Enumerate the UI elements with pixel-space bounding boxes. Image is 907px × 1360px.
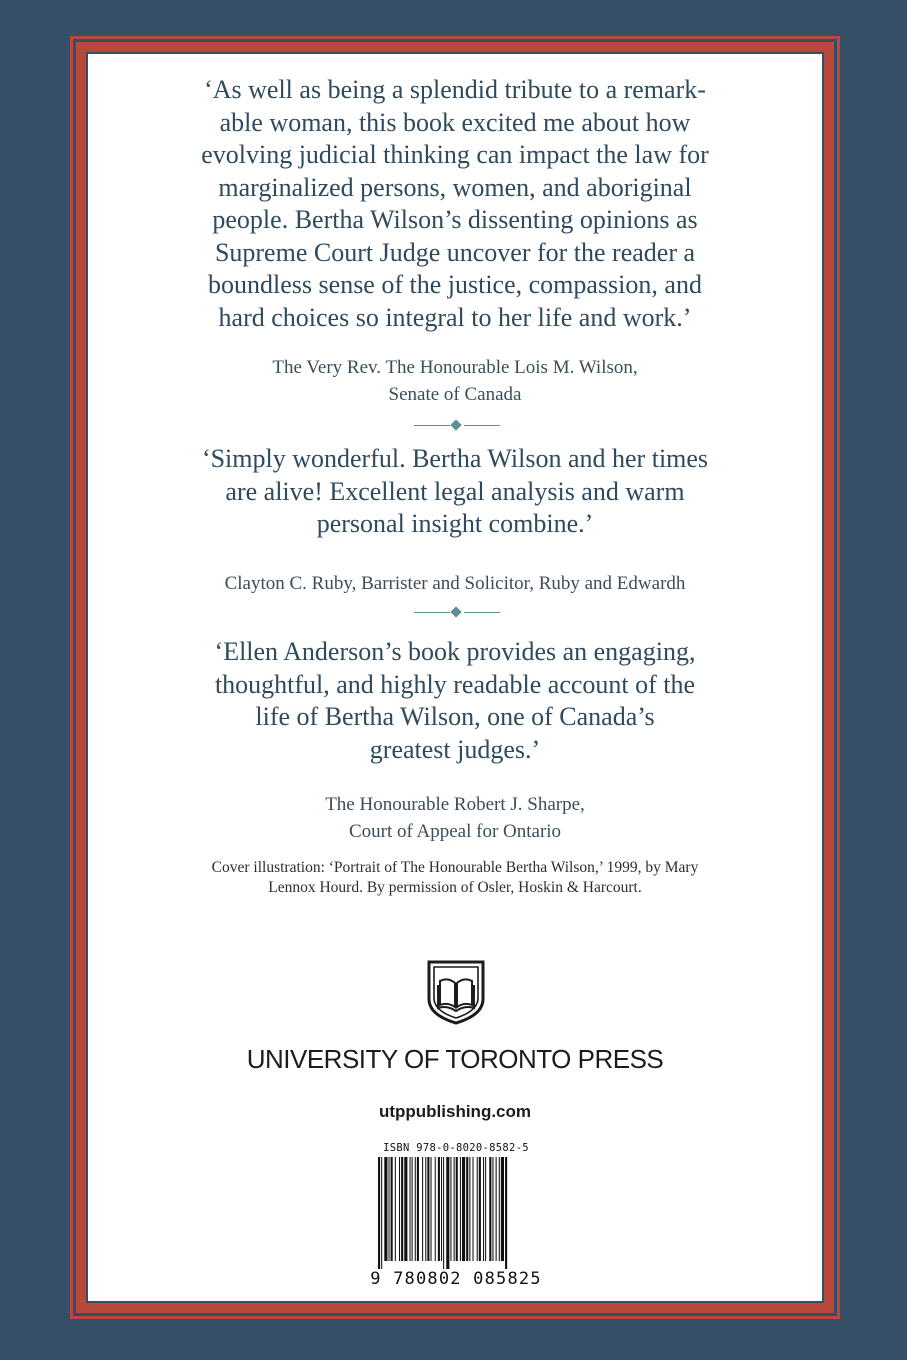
barcode-bar xyxy=(460,1157,461,1261)
publisher-website: utppublishing.com xyxy=(378,1102,532,1121)
quote-line: boundless sense of the justice, compassion, and xyxy=(208,270,702,299)
barcode-bar xyxy=(378,1157,380,1269)
barcode-bar xyxy=(496,1157,497,1261)
barcode-bar xyxy=(485,1157,486,1261)
barcode-bar xyxy=(415,1157,416,1261)
barcode-bar xyxy=(454,1157,455,1261)
barcode-bar xyxy=(404,1157,407,1261)
barcode-bar xyxy=(446,1157,449,1269)
barcode-bar xyxy=(456,1157,458,1261)
barcode-bar xyxy=(431,1157,432,1261)
barcode-bar xyxy=(438,1157,440,1261)
barcode-bar xyxy=(422,1157,423,1261)
barcode-bar xyxy=(466,1157,468,1261)
back-cover-panel xyxy=(88,54,822,1301)
barcode-bar xyxy=(441,1157,442,1261)
barcode-bar xyxy=(381,1157,382,1269)
open-book-shield-icon xyxy=(426,959,486,1025)
barcode-bar xyxy=(501,1157,504,1261)
barcode-bar xyxy=(427,1157,429,1261)
attribution-line: Senate of Canada xyxy=(388,384,522,405)
quote-line: ‘Simply wonderful. Bertha Wilson and her times xyxy=(201,444,709,473)
barcode-bar xyxy=(473,1157,474,1261)
credit-line: Lennox Hourd. By permission of Osler, Hoskin & Harcourt. xyxy=(268,879,642,896)
barcode-bar xyxy=(412,1157,413,1261)
barcode-bar xyxy=(450,1157,451,1261)
barcode-bar xyxy=(477,1157,478,1261)
attribution-line: The Honourable Robert J. Sharpe, xyxy=(325,794,585,815)
barcode-bar xyxy=(391,1157,393,1261)
quote-3 xyxy=(88,636,822,766)
isbn-barcode xyxy=(368,1141,544,1293)
barcode-digits: 9 780802 085825 xyxy=(370,1269,542,1289)
attribution-line: Court of Appeal for Ontario xyxy=(348,821,562,842)
barcode-bar xyxy=(469,1157,470,1261)
barcode-bar xyxy=(499,1157,500,1261)
quote-line: people. Bertha Wilson’s dissenting opinions as xyxy=(212,205,698,234)
barcode-bar xyxy=(443,1157,444,1269)
quote-1-attribution xyxy=(88,354,822,408)
quote-1 xyxy=(88,74,822,334)
attribution-line: The Very Rev. The Honourable Lois M. Wilson, xyxy=(272,357,638,378)
barcode-bar xyxy=(505,1157,507,1269)
barcode-bar xyxy=(417,1157,419,1261)
quote-line: life of Bertha Wilson, one of Canada’s xyxy=(255,702,655,731)
barcode-bar xyxy=(401,1157,403,1261)
quote-line: ‘Ellen Anderson’s book provides an engaging, xyxy=(214,637,696,666)
ornament-divider xyxy=(414,607,500,619)
quote-line: greatest judges.’ xyxy=(369,734,541,764)
quote-line: hard choices so integral to her life and work.’ xyxy=(218,302,692,332)
barcode-bar xyxy=(399,1157,400,1261)
publisher-name: UNIVERSITY OF TORONTO PRESS xyxy=(246,1044,664,1074)
quote-line: able woman, this book excited me about how xyxy=(219,107,691,137)
quote-line: Supreme Court Judge uncover for the reader a xyxy=(214,237,696,267)
barcode-bar xyxy=(479,1157,481,1261)
barcode-bar xyxy=(492,1157,493,1261)
barcode-bar xyxy=(489,1157,491,1261)
barcode-bar xyxy=(425,1157,426,1261)
quote-2-attribution xyxy=(88,570,822,597)
barcode-bar xyxy=(410,1157,411,1261)
barcode-bar xyxy=(435,1157,436,1261)
barcode-bar xyxy=(395,1157,396,1261)
quote-line: are alive! Excellent legal analysis and warm xyxy=(225,476,685,506)
barcode-bar xyxy=(384,1157,387,1261)
ornament-divider xyxy=(414,420,500,432)
quote-line: evolving judicial thinking can impact the law for xyxy=(201,140,709,169)
barcode-bar xyxy=(462,1157,465,1261)
quote-3-attribution xyxy=(88,791,822,845)
isbn-label: ISBN 978-0-8020-8582-5 xyxy=(383,1142,529,1154)
quote-line: marginalized persons, women, and aboriginal xyxy=(218,172,692,202)
barcode-bars xyxy=(368,1157,544,1269)
quote-line: ‘As well as being a splendid tribute to a remark- xyxy=(204,75,706,104)
attribution-line: Clayton C. Ruby, Barrister and Solicitor, Ruby and Edwardh xyxy=(224,573,686,594)
barcode-bar xyxy=(483,1157,484,1261)
cover-illustration-credit xyxy=(88,858,822,898)
credit-line: Cover illustration: ‘Portrait of The Honourable Bertha Wilson,’ 1999, by Mary xyxy=(211,859,699,876)
quote-2 xyxy=(88,443,822,541)
barcode-bar xyxy=(389,1157,390,1261)
quote-line: thoughtful, and highly readable account of the xyxy=(214,669,696,699)
quote-line: personal insight combine.’ xyxy=(316,509,594,538)
